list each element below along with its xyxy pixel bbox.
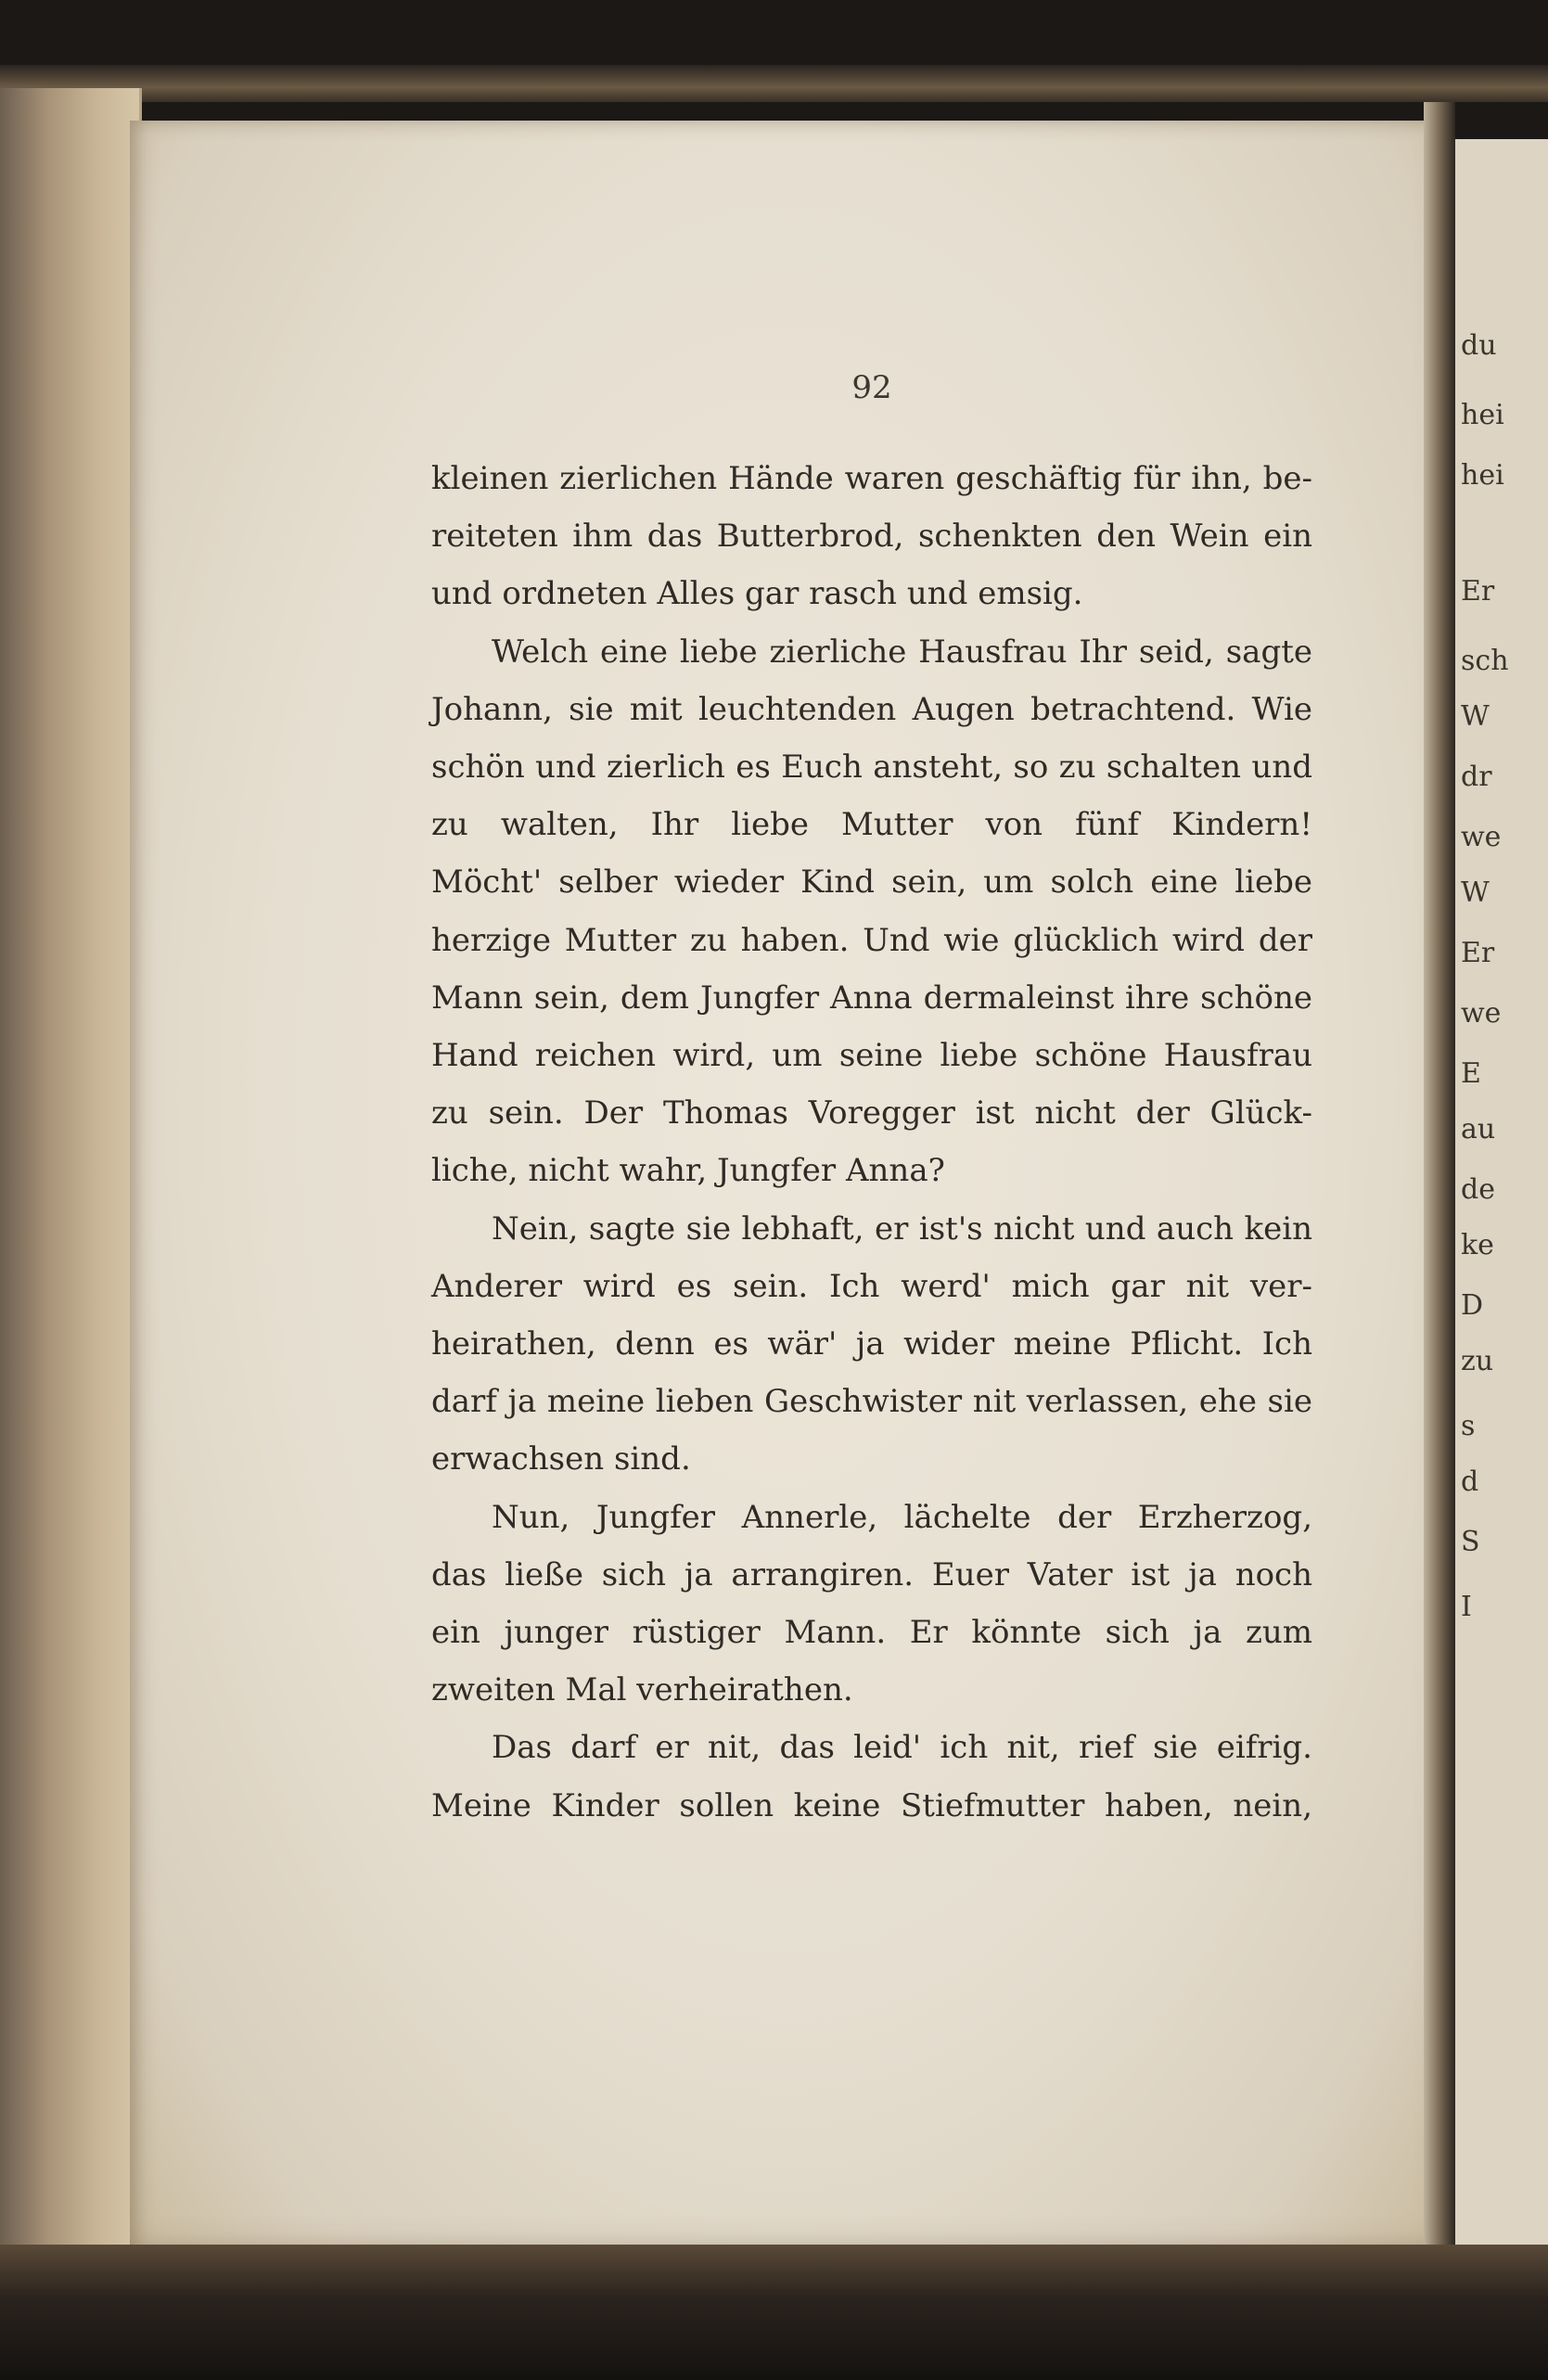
text-line: zweiten Mal verheirathen. bbox=[431, 1671, 853, 1708]
facing-page-fragment: D bbox=[1461, 1289, 1484, 1322]
facing-page-fragment: zu bbox=[1461, 1345, 1494, 1377]
text-line: das ließe sich ja arrangiren. Euer Vater ist ja noch bbox=[431, 1556, 1312, 1593]
facing-page-fragment: sch bbox=[1461, 645, 1509, 677]
text-line: Anderer wird es sein. Ich werd' mich gar nit ver- bbox=[431, 1268, 1312, 1305]
facing-page-fragment: W bbox=[1461, 877, 1490, 909]
text-line: Mann sein, dem Jungfer Anna dermaleinst ihre schöne bbox=[431, 979, 1312, 1017]
text-line: Das darf er nit, das leid' ich nit, rief sie eifrig. bbox=[492, 1729, 1312, 1766]
text-line: erwachsen sind. bbox=[431, 1440, 691, 1478]
facing-page-fragment: au bbox=[1461, 1113, 1496, 1145]
text-line: kleinen zierlichen Hände waren geschäftig für ihn, be- bbox=[431, 460, 1312, 497]
text-line: liche, nicht wahr, Jungfer Anna? bbox=[431, 1152, 945, 1189]
text-line: herzige Mutter zu haben. Und wie glücklich wird der bbox=[431, 922, 1312, 959]
text-line: Johann, sie mit leuchtenden Augen betrachtend. Wie bbox=[431, 691, 1312, 728]
text-line: Nun, Jungfer Annerle, lächelte der Erzherzog, bbox=[492, 1499, 1312, 1536]
text-line: Nein, sagte sie lebhaft, er ist's nicht und auch kein bbox=[492, 1210, 1312, 1248]
book-gutter bbox=[1424, 102, 1455, 2263]
facing-page-fragment: W bbox=[1461, 700, 1490, 733]
page-number: 92 bbox=[851, 369, 892, 406]
facing-page-fragment: we bbox=[1461, 997, 1502, 1030]
facing-page-fragment: E bbox=[1461, 1057, 1481, 1090]
text-line: darf ja meine lieben Geschwister nit verlassen, ehe sie bbox=[431, 1383, 1312, 1420]
text-line: zu walten, Ihr liebe Mutter von fünf Kindern! bbox=[431, 806, 1312, 843]
facing-page-fragment: s bbox=[1461, 1410, 1476, 1442]
facing-page-fragment: we bbox=[1461, 821, 1502, 853]
text-line: Welch eine liebe zierliche Hausfrau Ihr seid, sagte bbox=[492, 633, 1312, 671]
page-stack-edge bbox=[0, 88, 142, 2249]
facing-page-fragment: I bbox=[1461, 1591, 1472, 1623]
facing-page-fragment: S bbox=[1461, 1526, 1480, 1558]
text-line: schön und zierlich es Euch ansteht, so zu schalten und bbox=[431, 749, 1312, 786]
text-line: reiteten ihm das Butterbrod, schenkten den Wein ein bbox=[431, 518, 1312, 555]
facing-page-fragment: hei bbox=[1461, 459, 1504, 492]
facing-page-fragment: hei bbox=[1461, 399, 1504, 431]
facing-page-fragment: Er bbox=[1461, 937, 1495, 969]
text-line: und ordneten Alles gar rasch und emsig. bbox=[431, 575, 1083, 612]
text-line: Hand reichen wird, um seine liebe schöne Hausfrau bbox=[431, 1037, 1312, 1074]
facing-page-fragment: ke bbox=[1461, 1229, 1494, 1261]
text-line: Möcht' selber wieder Kind sein, um solch eine liebe bbox=[431, 864, 1312, 901]
facing-page bbox=[1455, 139, 1548, 2245]
facing-page-fragment: dr bbox=[1461, 761, 1492, 793]
facing-page-fragment: d bbox=[1461, 1465, 1479, 1498]
text-line: zu sein. Der Thomas Voregger ist nicht der Glück- bbox=[431, 1094, 1312, 1132]
facing-page-fragment: Er bbox=[1461, 575, 1495, 608]
book-bottom-edge bbox=[0, 2245, 1548, 2380]
facing-page-fragment: du bbox=[1461, 329, 1497, 362]
book-top-edge bbox=[0, 65, 1548, 102]
facing-page-fragment: de bbox=[1461, 1173, 1495, 1206]
text-line: Meine Kinder sollen keine Stiefmutter haben, nein, bbox=[431, 1787, 1312, 1824]
text-line: heirathen, denn es wär' ja wider meine Pflicht. Ich bbox=[431, 1325, 1312, 1363]
text-line: ein junger rüstiger Mann. Er könnte sich ja zum bbox=[431, 1614, 1312, 1651]
